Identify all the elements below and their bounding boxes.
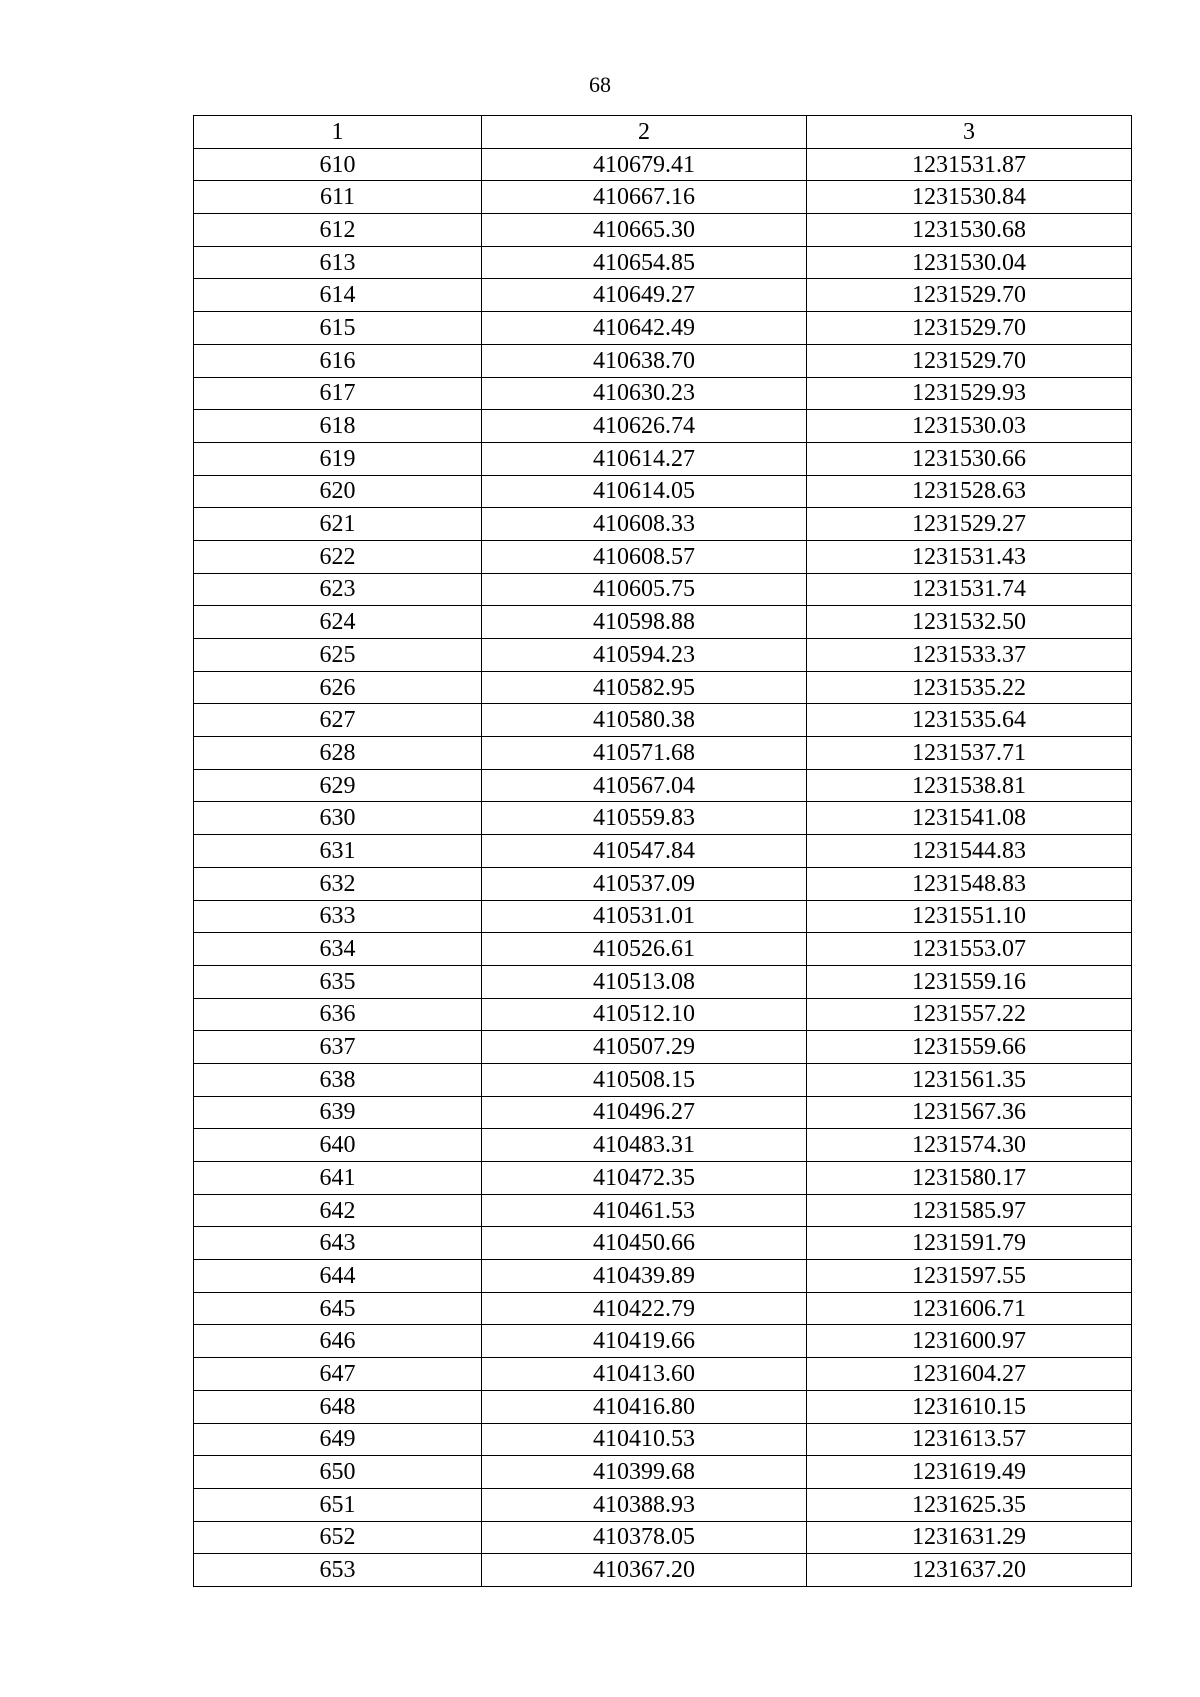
y-coordinate-cell: 1231580.17 — [807, 1162, 1132, 1195]
table-row — [194, 769, 1132, 802]
point-number-cell: 613 — [194, 246, 482, 279]
table-row — [194, 214, 1132, 247]
y-coordinate-cell: 1231610.15 — [807, 1390, 1132, 1423]
point-number-cell: 639 — [194, 1096, 482, 1129]
point-number-cell: 640 — [194, 1129, 482, 1162]
x-coordinate-cell: 410439.89 — [482, 1260, 807, 1293]
point-number-cell: 636 — [194, 998, 482, 1031]
y-coordinate-cell: 1231529.27 — [807, 508, 1132, 541]
table-row — [194, 475, 1132, 508]
table-row — [194, 181, 1132, 214]
point-number-cell: 634 — [194, 933, 482, 966]
table-row — [194, 1423, 1132, 1456]
point-number-cell: 611 — [194, 181, 482, 214]
y-coordinate-cell: 1231548.83 — [807, 867, 1132, 900]
x-coordinate-cell: 410507.29 — [482, 1031, 807, 1064]
y-coordinate-cell: 1231613.57 — [807, 1423, 1132, 1456]
x-coordinate-cell: 410512.10 — [482, 998, 807, 1031]
table-row — [194, 1227, 1132, 1260]
x-coordinate-cell: 410410.53 — [482, 1423, 807, 1456]
table-row — [194, 965, 1132, 998]
x-coordinate-cell: 410608.33 — [482, 508, 807, 541]
point-number-cell: 650 — [194, 1456, 482, 1489]
y-coordinate-cell: 1231528.63 — [807, 475, 1132, 508]
x-coordinate-cell: 410642.49 — [482, 312, 807, 345]
x-coordinate-cell: 410654.85 — [482, 246, 807, 279]
x-coordinate-cell: 410559.83 — [482, 802, 807, 835]
x-coordinate-cell: 410513.08 — [482, 965, 807, 998]
point-number-cell: 644 — [194, 1260, 482, 1293]
y-coordinate-cell: 1231551.10 — [807, 900, 1132, 933]
table-row — [194, 1456, 1132, 1489]
point-number-cell: 641 — [194, 1162, 482, 1195]
x-coordinate-cell: 410594.23 — [482, 639, 807, 672]
column-header-1: 1 — [194, 116, 482, 149]
point-number-cell: 624 — [194, 606, 482, 639]
y-coordinate-cell: 1231538.81 — [807, 769, 1132, 802]
y-coordinate-cell: 1231606.71 — [807, 1292, 1132, 1325]
point-number-cell: 619 — [194, 442, 482, 475]
y-coordinate-cell: 1231625.35 — [807, 1488, 1132, 1521]
point-number-cell: 633 — [194, 900, 482, 933]
point-number-cell: 647 — [194, 1358, 482, 1391]
point-number-cell: 637 — [194, 1031, 482, 1064]
table-row — [194, 671, 1132, 704]
point-number-cell: 625 — [194, 639, 482, 672]
point-number-cell: 612 — [194, 214, 482, 247]
table-row — [194, 1292, 1132, 1325]
x-coordinate-cell: 410598.88 — [482, 606, 807, 639]
table-row — [194, 344, 1132, 377]
table-row — [194, 1129, 1132, 1162]
x-coordinate-cell: 410580.38 — [482, 704, 807, 737]
table-row — [194, 802, 1132, 835]
y-coordinate-cell: 1231530.66 — [807, 442, 1132, 475]
x-coordinate-cell: 410667.16 — [482, 181, 807, 214]
table-row — [194, 1554, 1132, 1587]
point-number-cell: 628 — [194, 737, 482, 770]
table-row — [194, 1325, 1132, 1358]
point-number-cell: 651 — [194, 1488, 482, 1521]
point-number-cell: 649 — [194, 1423, 482, 1456]
x-coordinate-cell: 410367.20 — [482, 1554, 807, 1587]
table-row — [194, 573, 1132, 606]
y-coordinate-cell: 1231530.04 — [807, 246, 1132, 279]
x-coordinate-cell: 410399.68 — [482, 1456, 807, 1489]
table-row — [194, 1194, 1132, 1227]
y-coordinate-cell: 1231531.87 — [807, 148, 1132, 181]
table-row — [194, 900, 1132, 933]
y-coordinate-cell: 1231597.55 — [807, 1260, 1132, 1293]
table-row — [194, 1096, 1132, 1129]
x-coordinate-cell: 410496.27 — [482, 1096, 807, 1129]
point-number-cell: 645 — [194, 1292, 482, 1325]
point-number-cell: 653 — [194, 1554, 482, 1587]
point-number-cell: 631 — [194, 835, 482, 868]
point-number-cell: 638 — [194, 1063, 482, 1096]
table-row — [194, 1358, 1132, 1391]
y-coordinate-cell: 1231531.43 — [807, 540, 1132, 573]
column-header-3: 3 — [807, 116, 1132, 149]
x-coordinate-cell: 410649.27 — [482, 279, 807, 312]
x-coordinate-cell: 410608.57 — [482, 540, 807, 573]
x-coordinate-cell: 410614.05 — [482, 475, 807, 508]
column-header-2: 2 — [482, 116, 807, 149]
point-number-cell: 627 — [194, 704, 482, 737]
x-coordinate-cell: 410483.31 — [482, 1129, 807, 1162]
y-coordinate-cell: 1231530.84 — [807, 181, 1132, 214]
x-coordinate-cell: 410638.70 — [482, 344, 807, 377]
y-coordinate-cell: 1231531.74 — [807, 573, 1132, 606]
table-row — [194, 639, 1132, 672]
table-row — [194, 1521, 1132, 1554]
y-coordinate-cell: 1231535.22 — [807, 671, 1132, 704]
table-row — [194, 540, 1132, 573]
table-row — [194, 1031, 1132, 1064]
table-row — [194, 410, 1132, 443]
x-coordinate-cell: 410461.53 — [482, 1194, 807, 1227]
point-number-cell: 620 — [194, 475, 482, 508]
x-coordinate-cell: 410567.04 — [482, 769, 807, 802]
table-body — [194, 148, 1132, 1586]
table-row — [194, 1260, 1132, 1293]
y-coordinate-cell: 1231574.30 — [807, 1129, 1132, 1162]
table-row — [194, 1390, 1132, 1423]
y-coordinate-cell: 1231559.16 — [807, 965, 1132, 998]
table-header-row — [194, 116, 1132, 149]
point-number-cell: 610 — [194, 148, 482, 181]
y-coordinate-cell: 1231532.50 — [807, 606, 1132, 639]
point-number-cell: 648 — [194, 1390, 482, 1423]
point-number-cell: 652 — [194, 1521, 482, 1554]
table-row — [194, 704, 1132, 737]
table-row — [194, 1162, 1132, 1195]
x-coordinate-cell: 410630.23 — [482, 377, 807, 410]
y-coordinate-cell: 1231585.97 — [807, 1194, 1132, 1227]
y-coordinate-cell: 1231529.70 — [807, 312, 1132, 345]
x-coordinate-cell: 410419.66 — [482, 1325, 807, 1358]
x-coordinate-cell: 410378.05 — [482, 1521, 807, 1554]
y-coordinate-cell: 1231591.79 — [807, 1227, 1132, 1260]
table-row — [194, 1063, 1132, 1096]
y-coordinate-cell: 1231537.71 — [807, 737, 1132, 770]
y-coordinate-cell: 1231600.97 — [807, 1325, 1132, 1358]
y-coordinate-cell: 1231529.70 — [807, 279, 1132, 312]
y-coordinate-cell: 1231535.64 — [807, 704, 1132, 737]
point-number-cell: 614 — [194, 279, 482, 312]
x-coordinate-cell: 410679.41 — [482, 148, 807, 181]
point-number-cell: 646 — [194, 1325, 482, 1358]
y-coordinate-cell: 1231529.93 — [807, 377, 1132, 410]
y-coordinate-cell: 1231637.20 — [807, 1554, 1132, 1587]
x-coordinate-cell: 410413.60 — [482, 1358, 807, 1391]
table-row — [194, 246, 1132, 279]
y-coordinate-cell: 1231631.29 — [807, 1521, 1132, 1554]
table-row — [194, 1488, 1132, 1521]
point-number-cell: 642 — [194, 1194, 482, 1227]
point-number-cell: 630 — [194, 802, 482, 835]
table-row — [194, 312, 1132, 345]
point-number-cell: 626 — [194, 671, 482, 704]
table-row — [194, 606, 1132, 639]
page-number: 68 — [589, 72, 611, 97]
x-coordinate-cell: 410571.68 — [482, 737, 807, 770]
y-coordinate-cell: 1231544.83 — [807, 835, 1132, 868]
x-coordinate-cell: 410422.79 — [482, 1292, 807, 1325]
point-number-cell: 643 — [194, 1227, 482, 1260]
table-row — [194, 508, 1132, 541]
x-coordinate-cell: 410531.01 — [482, 900, 807, 933]
point-number-cell: 618 — [194, 410, 482, 443]
y-coordinate-cell: 1231529.70 — [807, 344, 1132, 377]
coordinates-table — [193, 115, 1132, 1587]
point-number-cell: 621 — [194, 508, 482, 541]
x-coordinate-cell: 410508.15 — [482, 1063, 807, 1096]
x-coordinate-cell: 410605.75 — [482, 573, 807, 606]
x-coordinate-cell: 410665.30 — [482, 214, 807, 247]
x-coordinate-cell: 410526.61 — [482, 933, 807, 966]
table-row — [194, 867, 1132, 900]
x-coordinate-cell: 410388.93 — [482, 1488, 807, 1521]
y-coordinate-cell: 1231604.27 — [807, 1358, 1132, 1391]
point-number-cell: 632 — [194, 867, 482, 900]
table-row — [194, 377, 1132, 410]
table-row — [194, 933, 1132, 966]
x-coordinate-cell: 410614.27 — [482, 442, 807, 475]
y-coordinate-cell: 1231553.07 — [807, 933, 1132, 966]
point-number-cell: 616 — [194, 344, 482, 377]
y-coordinate-cell: 1231619.49 — [807, 1456, 1132, 1489]
point-number-cell: 635 — [194, 965, 482, 998]
x-coordinate-cell: 410472.35 — [482, 1162, 807, 1195]
y-coordinate-cell: 1231557.22 — [807, 998, 1132, 1031]
x-coordinate-cell: 410547.84 — [482, 835, 807, 868]
table-row — [194, 998, 1132, 1031]
x-coordinate-cell: 410416.80 — [482, 1390, 807, 1423]
x-coordinate-cell: 410450.66 — [482, 1227, 807, 1260]
x-coordinate-cell: 410626.74 — [482, 410, 807, 443]
point-number-cell: 622 — [194, 540, 482, 573]
y-coordinate-cell: 1231530.68 — [807, 214, 1132, 247]
x-coordinate-cell: 410582.95 — [482, 671, 807, 704]
table-row — [194, 737, 1132, 770]
point-number-cell: 617 — [194, 377, 482, 410]
y-coordinate-cell: 1231530.03 — [807, 410, 1132, 443]
x-coordinate-cell: 410537.09 — [482, 867, 807, 900]
point-number-cell: 629 — [194, 769, 482, 802]
point-number-cell: 623 — [194, 573, 482, 606]
y-coordinate-cell: 1231559.66 — [807, 1031, 1132, 1064]
table-row — [194, 442, 1132, 475]
point-number-cell: 615 — [194, 312, 482, 345]
y-coordinate-cell: 1231561.35 — [807, 1063, 1132, 1096]
y-coordinate-cell: 1231567.36 — [807, 1096, 1132, 1129]
table-row — [194, 835, 1132, 868]
y-coordinate-cell: 1231533.37 — [807, 639, 1132, 672]
y-coordinate-cell: 1231541.08 — [807, 802, 1132, 835]
table-row — [194, 279, 1132, 312]
table-row — [194, 148, 1132, 181]
